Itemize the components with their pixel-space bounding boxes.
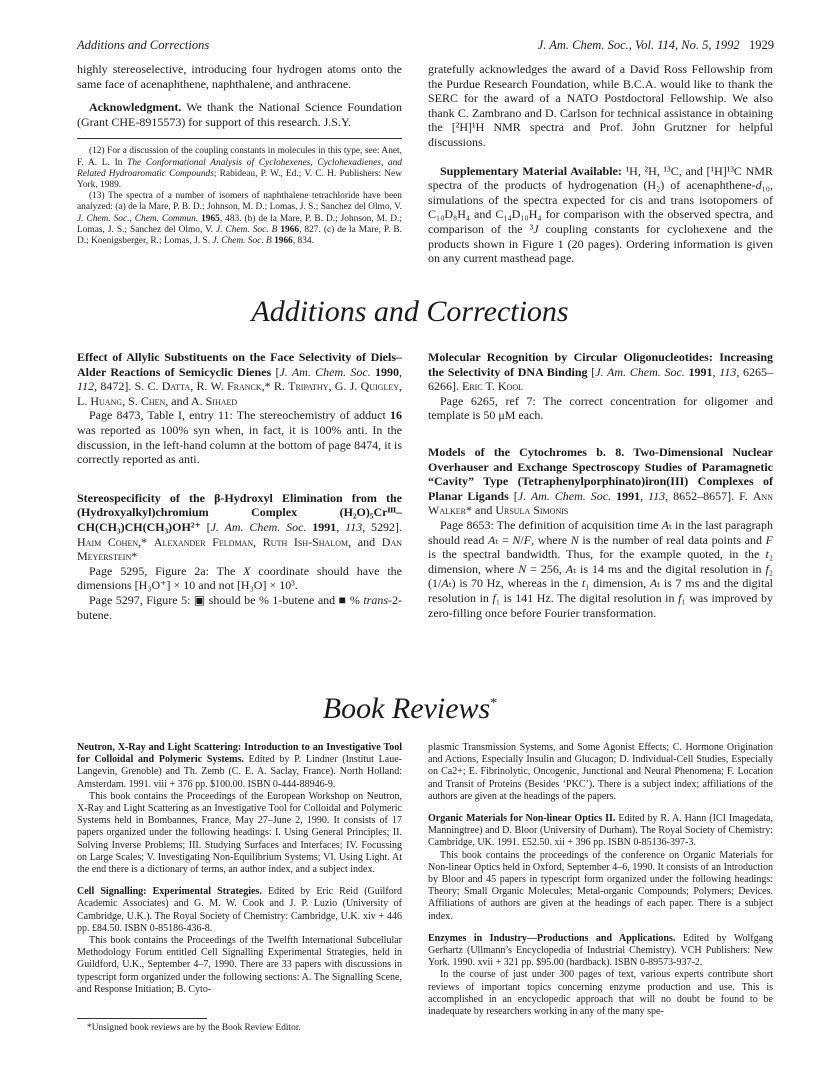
- text-run: ₂ dimension, where: [428, 547, 773, 576]
- italic-text: trans: [363, 592, 388, 607]
- top-right-column: [428, 62, 773, 266]
- bold-text: 1991: [688, 364, 713, 379]
- text-run: ,: [336, 519, 346, 534]
- author-name: Ruth Ish-Shalom: [262, 534, 349, 549]
- text-run: ₁ was improved by zero-filling once before Fourier transformation.: [428, 590, 774, 620]
- italic-text: f: [678, 590, 682, 605]
- corrections-right-column: [428, 350, 773, 620]
- bold-text: Enzymes in Industry—Productions and Applications.: [428, 932, 676, 944]
- italic-text: The Conformational Analysis of Cyclohexenes, Cyclohexadienes, and Related Hydroaromatic Compounds: [77, 157, 402, 179]
- text-run: , 834.: [292, 236, 314, 246]
- text-run: , 6265–6266].: [428, 364, 774, 394]
- text-run: (12) For a discussion of the coupling constants in molecules in this type, see: Anet, F. A. L. In: [77, 146, 402, 168]
- correction-entry-heading: [77, 350, 402, 408]
- bold-text: 1965: [201, 213, 220, 224]
- review-entry-text: [77, 791, 402, 876]
- page-number: 1929: [749, 38, 774, 52]
- running-header-journal: [538, 38, 774, 53]
- review-entry-heading: [77, 742, 402, 791]
- text-run: Page 8473, Table I, entry 11: The stereochemistry of adduct: [89, 408, 390, 423]
- italic-text: F: [523, 532, 532, 547]
- text-run: , R. W.: [190, 379, 227, 394]
- italic-text: 112: [77, 379, 95, 394]
- text-run: Edited by Eric Reid (Guilford Academic Associates) and G. M. W. Cook and J. P. Luzio (University of Cambridge, U.K.). The Royal Society of Chemistry: Cambridge, U.K. xiv + 446 pp. £84.50. ISBN 0-85186-436-8.: [77, 886, 402, 934]
- text-run: Edited by R. A. Hann (ICI Imagedata, Manningtree) and D. Bloor (University of Durham). The Royal Society of Chemistry: Cambridge, UK. 1991. £52.50. xii + 396 pp. ISBN 0-85136-397-3.: [428, 813, 774, 849]
- text-run: ₜ is 7 ms and the digital resolution in: [428, 576, 773, 605]
- text-run: ,: [640, 488, 649, 503]
- review-entry-text: [428, 742, 773, 803]
- review-entry-text: [428, 850, 773, 923]
- top-left-column: [77, 62, 402, 247]
- italic-text: F: [765, 532, 773, 547]
- text-run: ₜ =: [495, 532, 513, 547]
- review-entry-heading: [428, 933, 773, 970]
- text-run: = 256,: [526, 561, 566, 576]
- footnote-rule: [77, 138, 402, 139]
- italic-text: A: [565, 561, 574, 576]
- text-run: ₁₀, simulations of the spectra expected for cis and trans isotopomers of C₁₀D₈H₄ and C₁₄D₁₀H₄ for comparison with the observed spectra, and comparison of the ³: [428, 178, 773, 236]
- italic-text: N: [570, 532, 579, 547]
- bold-text: Acknowledgment.: [89, 100, 182, 115]
- bold-text: Effect of Allylic Substituents on the Face Selectivity of Diels–Alder Reactions of Semicyclic Dienes: [77, 350, 402, 379]
- text-run: We thank the National Science Foundation (Grant CHE-8915573) for support of this research. J.S.Y.: [77, 100, 402, 129]
- italic-text: J. Chem. Soc., Chem. Commun.: [77, 213, 199, 224]
- text-run: [: [271, 364, 280, 379]
- supplementary-material-paragraph: [428, 164, 773, 266]
- text-run: *: [131, 549, 138, 564]
- reviews-left-column: [77, 742, 402, 996]
- italic-text: A: [441, 576, 449, 591]
- author-name: Eric T. Kool: [462, 379, 523, 394]
- text-run: [: [508, 488, 518, 503]
- text-run: , 8472]. S. C.: [94, 379, 162, 394]
- correction-entry-heading: [428, 350, 773, 394]
- text-run: [: [587, 364, 596, 379]
- fellowship-paragraph: [428, 62, 773, 150]
- correction-entry-text: [77, 564, 402, 593]
- italic-text: J: [533, 221, 539, 236]
- correction-entry-text: [77, 408, 402, 466]
- bold-text: 1991: [616, 488, 641, 503]
- book-reviews-title: Book Reviews: [322, 692, 491, 725]
- text-run: , 8652–8657]. F.: [665, 488, 753, 503]
- review-entry-text: [428, 969, 773, 1018]
- text-run: This book contains the Proceedings of the Twelfth International Subcellular Methodology Forum entitled Cell Signalling Experimental Strategies, held in Guildford, U.K., September 4–7, 1990. There are 33 papers with discussions in typescript form organized under the following sections: A. The Signalling Scene, and Response Initiation; B. Cyto-: [77, 935, 402, 995]
- text-run: [: [200, 519, 211, 534]
- section-heading-book-reviews: [0, 692, 820, 726]
- bold-text: 1966: [280, 224, 300, 235]
- italic-text: t: [581, 576, 586, 591]
- text-run: coupling constants for cyclohexene and the products shown in Figure 1 (20 pages). Ordering information is given on any current masthead page.: [428, 221, 773, 266]
- italic-text: A: [649, 576, 658, 591]
- text-run: , L.: [77, 379, 402, 408]
- footnote-12: [77, 146, 402, 191]
- text-run: , G. J.: [328, 379, 361, 394]
- text-run: ,* R.: [261, 379, 289, 394]
- text-run: ¹H, ²H, ¹³C, and [¹H]¹³C NMR spectra of the products of hydrogenation (H₂) of acenaphthene-: [428, 163, 773, 193]
- bold-text: Cell Signalling: Experimental Strategies.: [77, 886, 262, 898]
- italic-text: 113: [648, 488, 666, 503]
- text-run: ₜ) is 70 Hz, whereas in the: [448, 576, 582, 591]
- corrections-left-column: [77, 350, 402, 622]
- text-run: Edited by Wolfgang Gerhartz (Ullmann’s Encyclopedia of Industrial Chemistry). VCH Publishers: New York. 1990. xvii + 321 pp. $95.00 (hardback). ISBN 0-89573-937-2.: [428, 932, 774, 969]
- text-run: , and: [348, 534, 382, 549]
- bold-text: Organic Materials for Non-linear Optics II.: [428, 813, 616, 825]
- text-run: * and: [466, 503, 496, 518]
- bold-text: Models of the Cytochromes b. 8. Two-Dimensional Nuclear Overhauser and Exchange Spectroscopy Studies of Paramagnetic “Cavity” Type (Tetraphenylporphinato)iron(III) Complexes of Planar Ligands: [428, 444, 773, 503]
- italic-text: 113: [719, 364, 737, 379]
- italic-text: J. Am. Chem. Soc.: [210, 519, 307, 534]
- book-reviews-footnote-mark: *: [490, 696, 498, 711]
- text-run: /: [520, 532, 524, 547]
- italic-text: A: [487, 532, 496, 547]
- author-name: Dan Meyerstein: [77, 534, 403, 564]
- italic-text: A: [661, 517, 669, 532]
- text-run: , S.: [122, 393, 141, 408]
- author-name: Ann Walker: [428, 488, 773, 518]
- text-run: ₁ dimension,: [585, 576, 650, 591]
- text-run: was reported as 100% syn when, in fact, it is 100% anti. In the discussion, in the left-hand column at the bottom of page 8474, it is correctly reported as anti.: [77, 422, 402, 467]
- text-run: is the spectral bandwidth. Thus, for the example quoted, in the: [428, 547, 766, 562]
- italic-text: f: [765, 561, 769, 576]
- text-run: highly stereoselective, introducing four hydrogen atoms onto the same face of acenaphthene, naphthalene, and anthracene.: [77, 62, 402, 91]
- bold-text: Supplementary Material Available:: [440, 163, 622, 178]
- italic-text: J. Am. Chem. Soc.: [279, 364, 371, 379]
- review-entry-text: [77, 935, 402, 996]
- text-run: , where: [531, 532, 571, 547]
- text-run: In the course of just under 300 pages of text, various experts contribute short reviews of important topics concerning enzyme production and use. This is accomplished in an encyclopedic approach that will no doubt be found to be inadequate by researchers working in any of the many spe-: [428, 969, 773, 1018]
- text-run: ,: [712, 364, 720, 379]
- bold-text: 1990: [375, 364, 400, 379]
- italic-text: J. Am. Chem. Soc.: [595, 364, 685, 379]
- italic-text: t: [765, 547, 769, 562]
- bold-text: 1966: [274, 236, 293, 246]
- text-run: This book contains the proceedings of the conference on Organic Materials for Non-linear Optics held in Oxford, September 4–6, 1990. It consists of an Introduction by Bloor and 45 papers in typescript form organized under the following headings: Theory; Small Organic Molecules; Metal-organic Compounds; Polymers; Devices. Affiliations of authors are given at the headings of each paper. There is a subject index.: [428, 849, 773, 922]
- text-run: -2-butene.: [77, 592, 402, 622]
- footnote-13: [77, 191, 402, 247]
- text-run: gratefully acknowledges the award of a David Ross Fellowship from the Purdue Research Foundation, while B.C.A. would like to thank the SERC for the award of a NATO Postdoctoral Fellowship. We also thank C. Zambrano and D. Carlson for technical assistance in obtaining the [²H]¹H NMR spectra and Prof. John Grutzner for helpful discussions.: [428, 62, 773, 149]
- text-run: is the number of real data points and: [578, 532, 766, 547]
- correction-entry-text: [77, 593, 402, 622]
- bold-text: Neutron, X-Ray and Light Scattering: Introduction to an Investigative Tool for Colloidal and Polymeric Systems.: [77, 742, 402, 766]
- text-run: This book contains the Proceedings of the European Workshop on Neutron, X-Ray and Light Scattering as an Investigative Tool for Colloidal and Polymeric Systems held in Bombannes, France, May 27–June 2, 1990. It consists of 17 papers organized under the following headings: I. Using General Principles; II. Solving Inverse Problems; III. Studying Surfaces and Interfaces; IV. Focussing on Large Scales; V. Investigating Non-Equilibrium Systems; VI. Using Light. At the end there is a dictionary of terms, an author index, and a subject index.: [77, 790, 402, 876]
- author-name: Ursula Simonis: [495, 503, 569, 518]
- text-run: , 483. (b) de la Mare, P. B. D.; Johnson, M. D.; Lomas, J. S.; Sanchez del Olmo, V.: [77, 213, 402, 235]
- text-run: , and A.: [165, 393, 206, 408]
- text-run: ,*: [138, 534, 154, 549]
- author-name: Huang: [90, 393, 123, 408]
- paragraph-conclusion: [77, 62, 402, 91]
- text-run: ,: [399, 364, 403, 379]
- correction-entry-text: [428, 518, 773, 620]
- text-run: Page 5297, Figure 5: ▣ should be % 1-butene and ■ %: [89, 592, 364, 607]
- author-name: Chen: [140, 393, 166, 408]
- section-heading-additions-corrections: Additions and Corrections: [251, 295, 569, 328]
- correction-entry-heading: [77, 491, 402, 564]
- journal-citation: J. Am. Chem. Soc., Vol. 114, No. 5, 1992: [537, 38, 740, 52]
- author-name: Datta: [161, 379, 191, 394]
- bold-text: Molecular Recognition by Circular Oligonucleotides: Increasing the Selectivity of DNA Binding: [428, 350, 773, 379]
- author-name: Franck: [226, 379, 262, 394]
- author-name: Quigley: [360, 379, 399, 394]
- author-name: Alexander Feldman: [153, 534, 254, 549]
- text-run: Page 8653: The definition of acquisition time: [440, 517, 662, 532]
- text-run: ,: [253, 534, 263, 549]
- text-run: ; Rabideau, P. W., Ed.; V. C. H. Publishers: New York, 1989.: [77, 168, 402, 190]
- italic-text: d: [755, 178, 762, 193]
- author-name: Sihaed: [205, 393, 238, 408]
- text-run: ₂ (1/: [428, 561, 773, 591]
- bold-text: Stereospecificity of the β-Hydroxyl Elimination from the (Hydroxyalkyl)chromium Complex (H₂O)₅Crᴵᴵᴵ–CH(CH₃)CH(CH₃)OH²⁺: [77, 490, 402, 534]
- text-run: , 5292].: [362, 519, 402, 534]
- text-run: Edited by P. Lindner (Institut Laue-Langevin, Grenoble) and Th. Zemb (C. E. A. Saclay, France). North Holland: Amsterdam. 1991. viii + 376 pp. $100.00. ISBN 0-444-88946-9.: [77, 754, 402, 790]
- author-name: Tripathy: [288, 379, 329, 394]
- italic-text: J. Am. Chem. Soc.: [517, 488, 612, 503]
- acknowledgment-paragraph: [77, 100, 402, 129]
- book-review-footnote: *Unsigned book reviews are by the Book Review Editor.: [87, 1023, 301, 1033]
- author-name: Haim Cohen: [77, 534, 139, 549]
- review-entry-heading: [77, 886, 402, 935]
- italic-text: N: [512, 532, 521, 547]
- text-run: , 827. (c) de la Mare, P. B. D.; Koenigsberger, R.; Lomas, J. S.: [77, 224, 403, 246]
- text-run: ₁ is 141 Hz. The digital resolution in: [495, 590, 679, 605]
- italic-text: N: [518, 561, 527, 576]
- text-run: plasmic Transmission Systems, and Some Agonist Effects; C. Hormone Origination and Actions, Especially Insulin and Glucagon; D. Individual-Cell Studies, Especially on Ca2+; E. Fibrinolytic, Oncogenic, Junctional and Neural Phenomena; F. Location and Transit of Proteins (Besides ‘PKC’). There is a subject index; affiliations of the authors are given at the headings of the papers.: [428, 742, 773, 802]
- italic-text: 113: [345, 519, 363, 534]
- footnote-rule: [77, 1018, 207, 1019]
- text-run: Page 5295, Figure 2a: The: [89, 563, 244, 578]
- italic-text: f: [492, 590, 496, 605]
- text-run: (13) The spectra of a number of isomers of naphthalene tetrachloride have been analyzed: (a) de la Mare, P. B. D.; Johnson, M. D.; Lomas, J. S.; Sanchez del Olmo, V.: [77, 191, 402, 213]
- correction-entry-heading: [428, 445, 773, 518]
- italic-text: J. Chem. Soc. B: [212, 236, 272, 246]
- reviews-right-column: [428, 742, 773, 1018]
- review-entry-heading: [428, 813, 773, 850]
- italic-text: J. Chem. Soc. B: [216, 224, 278, 235]
- italic-text: X: [243, 563, 251, 578]
- bold-text: 1991: [312, 519, 337, 534]
- text-run: ₜ in the last paragraph should read: [428, 517, 773, 547]
- bold-text: 16: [390, 408, 402, 423]
- running-header-section: Additions and Corrections: [77, 38, 210, 52]
- text-run: ₜ is 14 ms and the digital resolution in: [573, 561, 766, 576]
- correction-entry-text: [428, 394, 773, 423]
- text-run: coordinate should have the dimensions [H₃O⁺] × 10 and not [H₃O] × 10³.: [77, 563, 402, 593]
- text-run: Page 6265, ref 7: The correct concentration for oligomer and template is 50 μM each.: [428, 393, 773, 423]
